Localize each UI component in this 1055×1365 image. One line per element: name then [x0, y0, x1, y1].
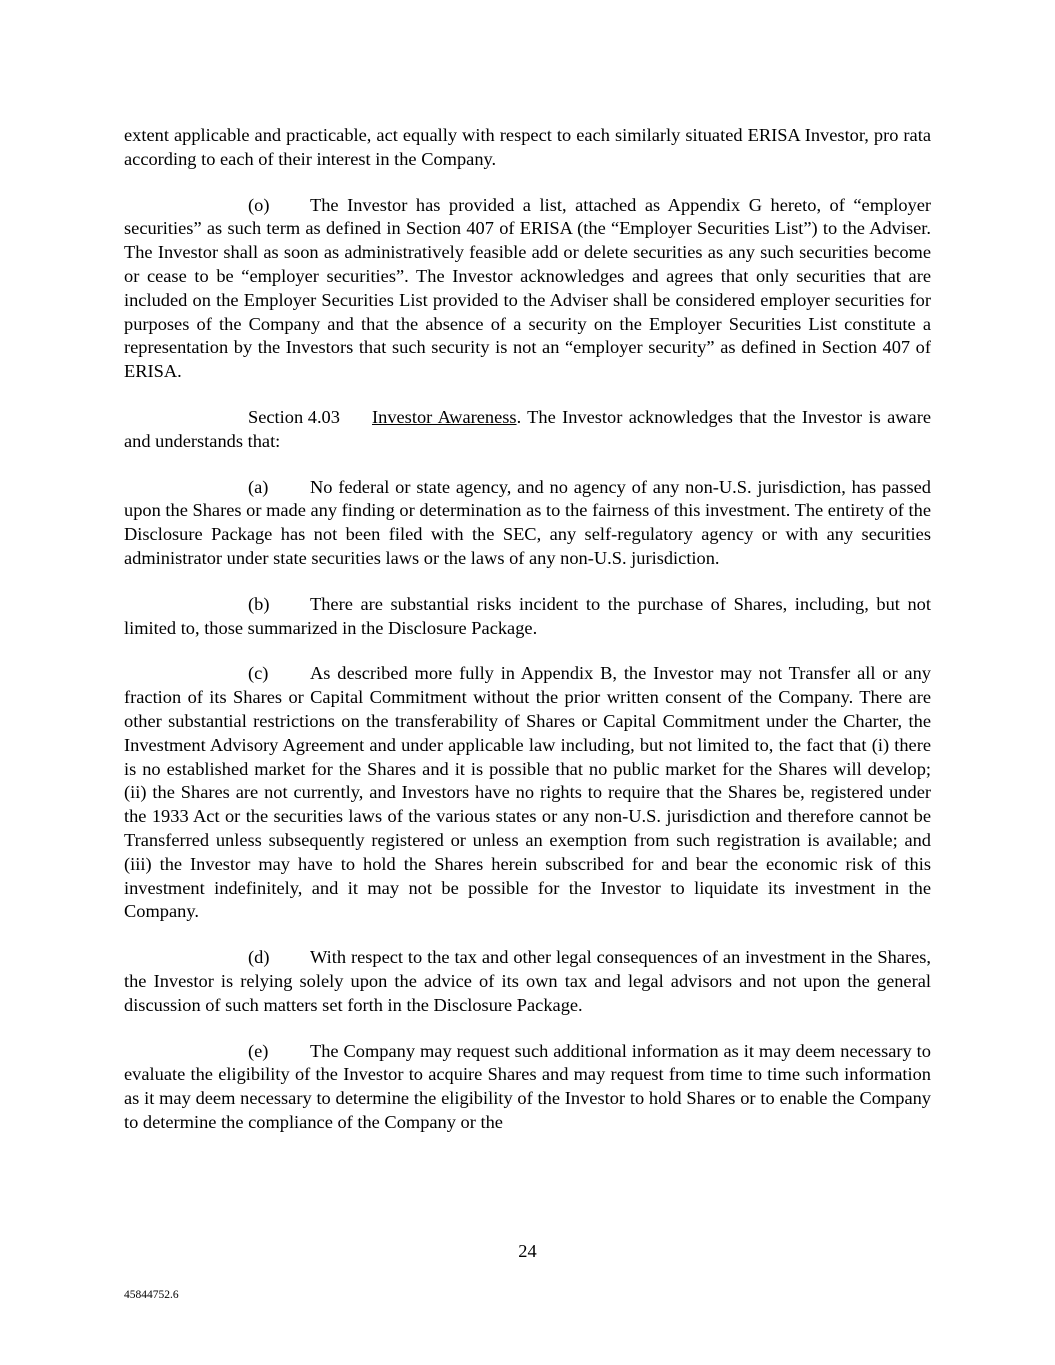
paragraph-o-text: The Investor has provided a list, attached as Appendix G hereto, of “employer securities” as such term as defined in Section 407 of ERISA (the “Employer Securities List”) to the Adviser. The Investor shall as soon as administratively feasible add or delete securities as any such securities become or cease to be “employer securities”. The Investor acknowledges and agrees that only securities that are included on the Employer Securities List provided to the Adviser shall be considered employer securities for purposes of the Company and that the absence of a security on the Employer Securities List constitute a representation by the Investors that such security is not an “employer security” as defined in Section 407 of ERISA.	[124, 194, 931, 382]
item-b-label: (b)	[248, 593, 270, 614]
document-id: 45844752.6	[124, 1289, 179, 1301]
item-c	[124, 662, 931, 924]
paragraph-o-label: (o)	[248, 194, 270, 215]
paragraph-o	[124, 194, 931, 384]
item-a-label: (a)	[248, 476, 269, 497]
item-a	[124, 476, 931, 571]
item-c-label: (c)	[248, 663, 269, 684]
section-text: . The Investor acknowledges that the Investor is aware and understands that:	[124, 406, 931, 451]
item-d	[124, 946, 931, 1017]
continuation-paragraph	[124, 124, 931, 172]
item-e-text: The Company may request such additional information as it may deem necessary to evaluate the eligibility of the Investor to acquire Shares and may request from time to time such information as it may deem necessary to determine the eligibility of the Investor to hold Shares or to enable the Company to determine the compliance of the Company or the	[124, 1040, 931, 1132]
section-number: Section 4.03	[248, 406, 340, 427]
item-a-text: No federal or state agency, and no agency of any non-U.S. jurisdiction, has passed upon the Shares or made any finding or determination as to the fairness of this investment. The entirety of the Disclosure Package has not been filed with the SEC, any self-regulatory agency or with any securities administrator under state securities laws or the laws of any non-U.S. jurisdiction.	[124, 476, 931, 568]
section-4-03	[124, 406, 931, 454]
item-d-label: (d)	[248, 947, 270, 968]
document-body	[124, 124, 931, 1157]
section-heading: Investor Awareness	[372, 406, 517, 427]
item-e-label: (e)	[248, 1040, 269, 1061]
item-d-text: With respect to the tax and other legal consequences of an investment in the Shares, the Investor is relying solely upon the advice of its own tax and legal advisors and not upon the general discussion of such matters set forth in the Disclosure Package.	[124, 947, 931, 1015]
item-b	[124, 593, 931, 641]
page-number: 24	[518, 1241, 537, 1261]
item-c-text: As described more fully in Appendix B, the Investor may not Transfer all or any fraction of its Shares or Capital Commitment without the prior written consent of the Company. There are other substantial restrictions on the transferability of Shares or Capital Commitment under the Charter, the Investment Advisory Agreement and under applicable law including, but not limited to, the fact that (i) there is no established market for the Shares and it is possible that no public market for the Shares will develop; (ii) the Shares are not currently, and Investors have no rights to require that the Shares be, registered under the 1933 Act or the securities laws of the various states or any non-U.S. jurisdiction and therefore cannot be Transferred unless subsequently registered or unless an exemption from such registration is available; and (iii) the Investor may have to hold the Shares herein subscribed for and bear the economic risk of this investment indefinitely, and it may not be possible for the Investor to liquidate its investment in the Company.	[124, 663, 931, 922]
continuation-text: extent applicable and practicable, act equally with respect to each similarly situated ERISA Investor, pro rata according to each of their interest in the Company.	[124, 125, 931, 169]
item-b-text: There are substantial risks incident to the purchase of Shares, including, but not limited to, those summarized in the Disclosure Package.	[124, 593, 931, 638]
item-e	[124, 1040, 931, 1135]
